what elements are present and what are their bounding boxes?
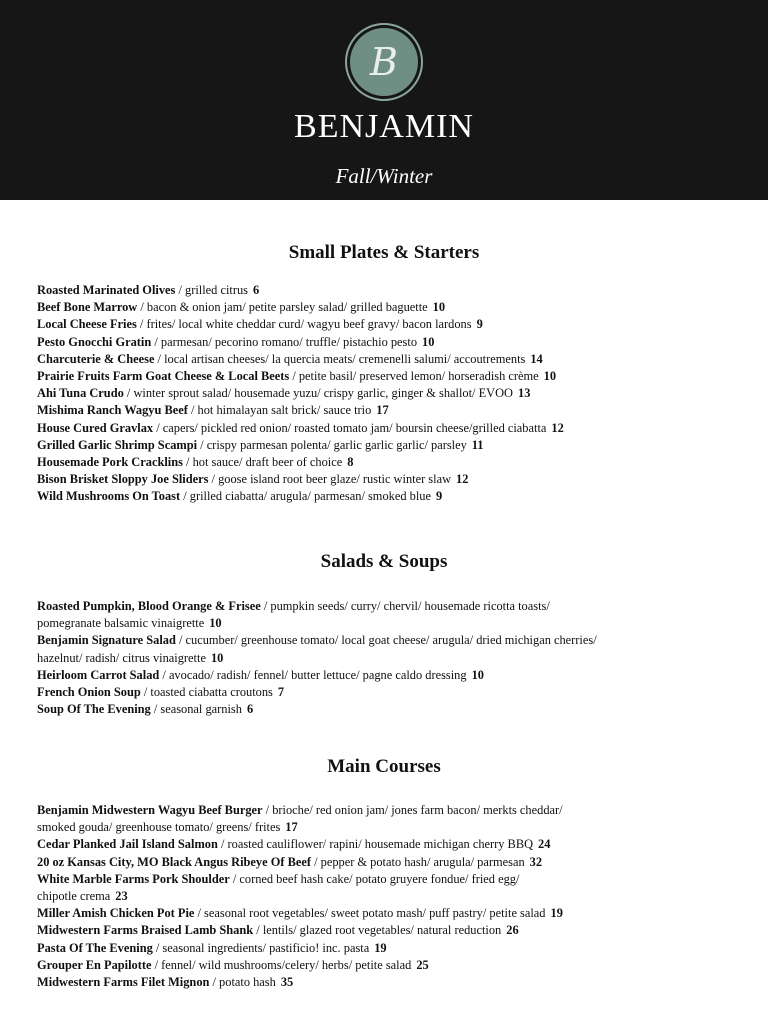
item-desc: fennel/ wild mushrooms/celery/ herbs/ petite salad	[161, 957, 412, 972]
menu-item: White Marble Farms Pork Shoulder / corned beef hash cake/ potato gruyere fondue/ fried egg/ chipotle crema 23	[37, 871, 520, 904]
item-desc: potato hash	[219, 975, 276, 990]
item-desc-continued: pomegranate balsamic vinaigrette	[37, 616, 205, 631]
item-name: Bison Brisket Sloppy Joe Sliders	[37, 472, 209, 487]
item-price: 9	[476, 317, 483, 332]
menu-season: Fall/Winter	[335, 164, 433, 188]
item-price: 10	[471, 667, 484, 682]
item-desc: grilled ciabatta/ arugula/ parmesan/ smoked blue	[189, 489, 431, 504]
item-name: Prairie Fruits Farm Goat Cheese & Local Beets	[37, 369, 290, 384]
menu-item: Pesto Gnocchi Gratin / parmesan/ pecorino romano/ truffle/ pistachio pesto 10	[37, 334, 435, 349]
item-desc: crispy parmesan polenta/ garlic garlic garlic/ parsley	[206, 437, 467, 452]
item-desc: pumpkin seeds/ curry/ chervil/ housemade ricotta toasts/	[270, 599, 550, 613]
item-name: Midwestern Farms Filet Mignon	[37, 975, 210, 990]
item-price: 35	[280, 975, 294, 990]
item-name: Ahi Tuna Crudo	[37, 386, 124, 401]
menu-item: French Onion Soup / toasted ciabatta croutons 7	[37, 685, 285, 700]
section-title-salads-soups: Salads & Soups	[320, 551, 448, 572]
item-desc: hot sauce/ draft beer of choice	[192, 455, 343, 470]
item-name: Roasted Pumpkin, Blood Orange & Frisee	[37, 599, 261, 613]
item-desc: seasonal root vegetables/ sweet potato mash/ puff pastry/ petite salad	[204, 906, 546, 921]
menu-item: Pasta Of The Evening / seasonal ingredients/ pastificio! inc. pasta 19	[37, 940, 387, 955]
item-desc: parmesan/ pecorino romano/ truffle/ pistachio pesto	[160, 334, 418, 349]
item-price: 32	[529, 854, 543, 869]
item-price: 13	[518, 386, 531, 401]
menu-item: Local Cheese Fries / frites/ local white cheddar curd/ wagyu beef gravy/ bacon lardons 9	[37, 317, 483, 332]
item-name: Beef Bone Marrow	[37, 300, 138, 315]
item-price: 24	[538, 837, 551, 852]
menu-item: Roasted Marinated Olives / grilled citrus 6	[37, 283, 260, 297]
item-name: Soup Of The Evening	[37, 702, 151, 717]
item-price: 17	[285, 820, 298, 835]
item-price: 10	[422, 334, 435, 349]
item-name: Charcuterie & Cheese	[37, 351, 155, 366]
menu-item: Wild Mushrooms On Toast / grilled ciabatta/ arugula/ parmesan/ smoked blue 9	[37, 489, 443, 504]
item-price: 19	[550, 906, 563, 921]
item-desc: frites/ local white cheddar curd/ wagyu beef gravy/ bacon lardons	[146, 317, 472, 332]
item-desc: toasted ciabatta croutons	[150, 685, 273, 700]
item-price: 25	[416, 957, 429, 972]
item-price: 19	[374, 940, 387, 955]
section-salads-soups	[37, 598, 757, 718]
item-price: 10	[210, 650, 224, 665]
item-name: Heirloom Carrot Salad	[37, 667, 160, 682]
item-price: 7	[277, 685, 285, 700]
item-name: Miller Amish Chicken Pot Pie	[37, 906, 195, 921]
item-name: Benjamin Midwestern Wagyu Beef Burger	[37, 803, 263, 817]
item-name: Pasta Of The Evening	[37, 940, 153, 955]
menu-item: Beef Bone Marrow / bacon & onion jam/ petite parsley salad/ grilled baguette 10	[37, 300, 446, 315]
item-desc: pepper & potato hash/ arugula/ parmesan	[320, 854, 525, 869]
item-name: House Cured Gravlax	[37, 420, 154, 435]
item-name: Pesto Gnocchi Gratin	[37, 334, 152, 349]
menu-item: Midwestern Farms Filet Mignon / potato hash 35	[37, 975, 294, 990]
item-name: White Marble Farms Pork Shoulder	[37, 871, 230, 886]
item-desc-continued: smoked gouda/ greenhouse tomato/ greens/ frites	[37, 820, 281, 835]
item-price: 8	[347, 455, 354, 470]
menu-item: Grilled Garlic Shrimp Scampi / crispy parmesan polenta/ garlic garlic garlic/ parsley 11	[37, 437, 484, 452]
item-desc: cucumber/ greenhouse tomato/ local goat cheese/ arugula/ dried michigan cherries/	[185, 633, 597, 648]
item-price: 12	[551, 420, 564, 435]
menu-item: House Cured Gravlax / capers/ pickled red onion/ roasted tomato jam/ boursin cheese/grilled ciabatta 12	[37, 420, 564, 435]
section-title-main-courses: Main Courses	[327, 756, 441, 777]
menu-header	[0, 0, 768, 200]
menu-item: Benjamin Signature Salad / cucumber/ greenhouse tomato/ local goat cheese/ arugula/ dried michigan cherries/ hazelnut/ radish/ citrus vinaigrette 10	[37, 633, 597, 665]
restaurant-name: BENJAMIN	[294, 108, 474, 145]
item-desc: seasonal ingredients/ pastificio! inc. pasta	[162, 940, 370, 955]
logo-monogram: B	[370, 40, 398, 84]
menu-item: Soup Of The Evening / seasonal garnish 6	[37, 702, 254, 717]
item-desc: lentils/ glazed root vegetables/ natural reduction	[262, 923, 502, 938]
item-price: 26	[506, 923, 519, 938]
item-desc: hot himalayan salt brick/ sauce trio	[197, 403, 372, 418]
item-desc: seasonal garnish	[160, 702, 242, 717]
item-desc-continued: chipotle crema	[37, 889, 111, 904]
item-desc: capers/ pickled red onion/ roasted tomato jam/ boursin cheese/grilled ciabatta	[162, 420, 547, 435]
menu-item: Grouper En Papilotte / fennel/ wild mushrooms/celery/ herbs/ petite salad 25	[37, 957, 429, 972]
item-price: 23	[115, 889, 128, 904]
menu-item: Cedar Planked Jail Island Salmon / roasted cauliflower/ rapini/ housemade michigan cherry BBQ 24	[37, 837, 551, 852]
item-name: Wild Mushrooms On Toast	[37, 489, 181, 504]
menu-item: Mishima Ranch Wagyu Beef / hot himalayan salt brick/ sauce trio 17	[37, 403, 389, 418]
item-desc: grilled citrus	[185, 283, 248, 297]
item-name: Housemade Pork Cracklins	[37, 455, 183, 470]
item-price: 12	[456, 472, 469, 487]
item-desc: bacon & onion jam/ petite parsley salad/ grilled baguette	[146, 300, 428, 315]
menu-item: Charcuterie & Cheese / local artisan cheeses/ la quercia meats/ cremenelli salumi/ accoutrements 14	[37, 351, 543, 366]
item-name: Grouper En Papilotte	[37, 957, 152, 972]
item-name: Benjamin Signature Salad	[37, 633, 176, 648]
item-price: 9	[435, 489, 443, 504]
menu-item: Prairie Fruits Farm Goat Cheese & Local Beets / petite basil/ preserved lemon/ horseradish crème 10	[37, 369, 557, 384]
menu-item: Housemade Pork Cracklins / hot sauce/ draft beer of choice 8	[37, 455, 354, 470]
item-desc: roasted cauliflower/ rapini/ housemade michigan cherry BBQ	[227, 837, 534, 852]
item-desc: avocado/ radish/ fennel/ butter lettuce/ pagne caldo dressing	[168, 667, 467, 682]
item-desc: winter sprout salad/ housemade yuzu/ crispy garlic, ginger & shallot/ EVOO	[133, 386, 513, 401]
item-name: 20 oz Kansas City, MO Black Angus Ribeye Of Beef	[37, 854, 311, 869]
item-desc: corned beef hash cake/ potato gruyere fondue/ fried egg/	[239, 871, 520, 886]
item-price: 14	[530, 351, 543, 366]
menu-item: Benjamin Midwestern Wagyu Beef Burger / brioche/ red onion jam/ jones farm bacon/ merkts cheddar/ smoked gouda/ greenhouse tomato/ greens/ frites 17	[37, 803, 563, 835]
menu-item: Miller Amish Chicken Pot Pie / seasonal root vegetables/ sweet potato mash/ puff pastry/ petite salad 19	[37, 906, 563, 921]
section-title-small-plates: Small Plates & Starters	[288, 242, 480, 263]
item-name: Roasted Marinated Olives	[37, 283, 176, 297]
item-desc: goose island root beer glaze/ rustic winter slaw	[218, 472, 452, 487]
item-price: 10	[543, 369, 557, 384]
menu-item: Ahi Tuna Crudo / winter sprout salad/ housemade yuzu/ crispy garlic, ginger & shallot/ EVOO 13	[37, 386, 531, 401]
item-desc: petite basil/ preserved lemon/ horseradish crème	[298, 369, 539, 384]
item-price: 11	[471, 437, 484, 452]
menu-item: Heirloom Carrot Salad / avocado/ radish/ fennel/ butter lettuce/ pagne caldo dressing 10	[37, 667, 484, 682]
item-desc: local artisan cheeses/ la quercia meats/ cremenelli salumi/ accoutrements	[164, 351, 526, 366]
item-name: Grilled Garlic Shrimp Scampi	[37, 437, 198, 452]
item-name: Midwestern Farms Braised Lamb Shank	[37, 923, 254, 938]
item-desc-continued: hazelnut/ radish/ citrus vinaigrette	[37, 650, 206, 665]
item-price: 6	[246, 702, 254, 717]
benjamin-logo-seal	[350, 28, 418, 96]
menu-item: Roasted Pumpkin, Blood Orange & Frisee / pumpkin seeds/ curry/ chervil/ housemade ricotta toasts/ pomegranate balsamic vinaigrette 10	[37, 599, 550, 631]
item-price: 10	[209, 616, 222, 631]
menu-item: Bison Brisket Sloppy Joe Sliders / goose island root beer glaze/ rustic winter slaw 12	[37, 472, 469, 487]
item-price: 10	[432, 300, 446, 315]
section-main-courses	[37, 802, 757, 991]
item-name: Mishima Ranch Wagyu Beef	[37, 403, 188, 418]
item-name: Local Cheese Fries	[37, 317, 137, 332]
item-price: 17	[376, 403, 389, 418]
section-small-plates	[37, 282, 757, 506]
item-desc: brioche/ red onion jam/ jones farm bacon/ merkts cheddar/	[272, 803, 563, 817]
item-name: French Onion Soup	[37, 685, 141, 700]
item-price: 6	[252, 283, 260, 297]
menu-item: Midwestern Farms Braised Lamb Shank / lentils/ glazed root vegetables/ natural reduction 26	[37, 923, 519, 938]
menu-item: 20 oz Kansas City, MO Black Angus Ribeye Of Beef / pepper & potato hash/ arugula/ parmesan 32	[37, 854, 543, 869]
item-name: Cedar Planked Jail Island Salmon	[37, 837, 218, 852]
